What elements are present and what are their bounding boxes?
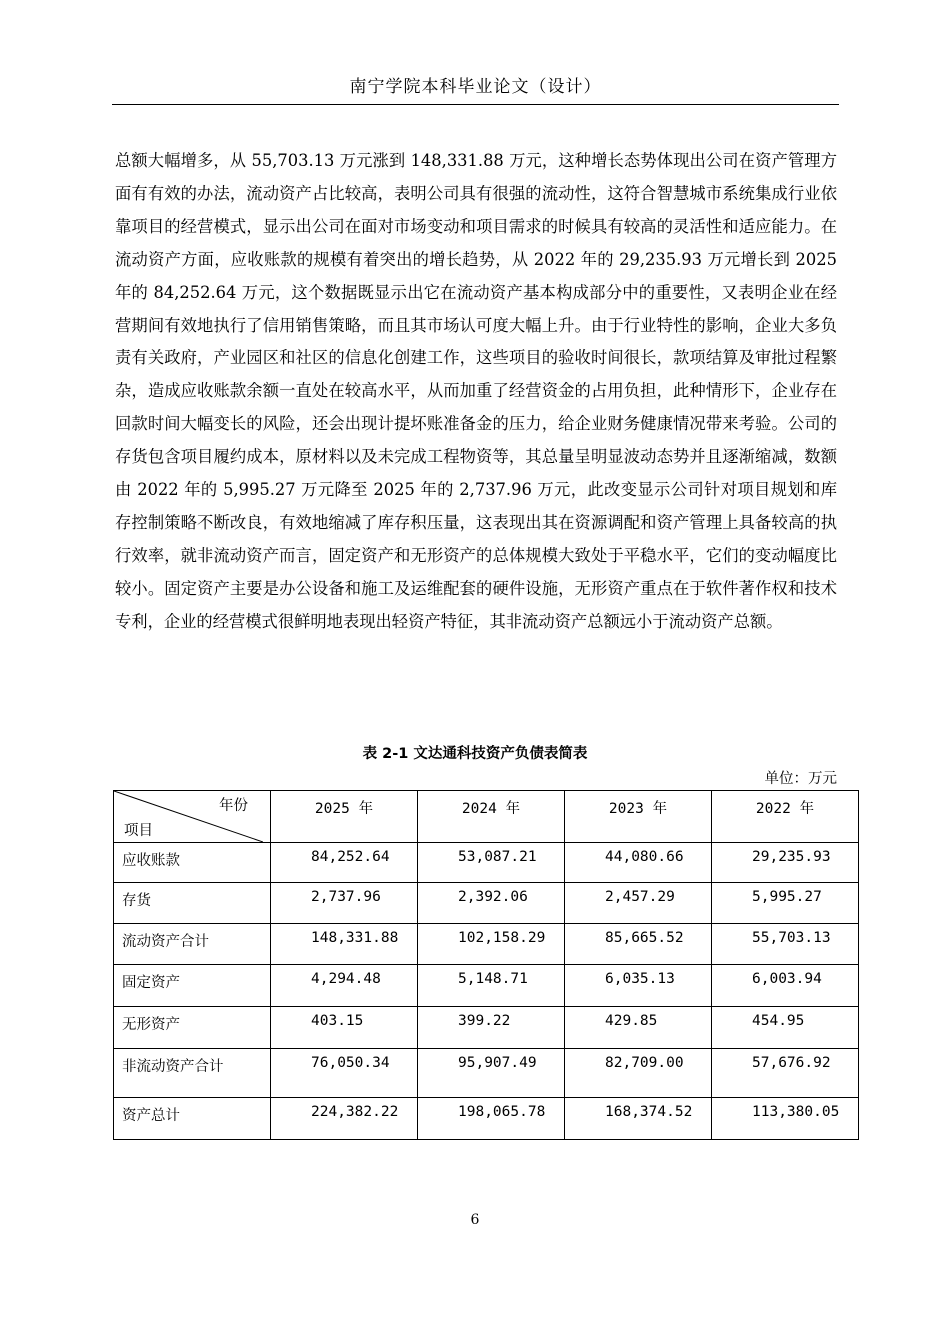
cell-value: 84,252.64 xyxy=(271,843,418,883)
cell-value: 5,995.27 xyxy=(712,883,859,924)
cell-value: 95,907.49 xyxy=(418,1049,565,1098)
cell-value: 148,331.88 xyxy=(271,924,418,965)
table-row xyxy=(114,965,859,1007)
cell-value: 4,294.48 xyxy=(271,965,418,1007)
row-label: 固定资产 xyxy=(114,965,271,1007)
diagonal-header-cell xyxy=(114,791,271,843)
balance-sheet-table xyxy=(113,790,859,1140)
year-header: 2024 年 xyxy=(418,791,565,843)
table-row xyxy=(114,1098,859,1140)
body-paragraph: 总额大幅增多，从 55,703.13 万元涨到 148,331.88 万元，这种增长态势体现出公司在资产管理方面有有效的办法，流动资产占比较高，表明公司具有很强的流动性，这符合智慧城市系统集成行业依靠项目的经营模式，显示出公司在面对市场变动和项目需求的时候具有较高的灵活性和适应能力。在流动资产方面，应收账款的规模有着突出的增长趋势，从 2022 年的 29,235.93 万元增长到 2025 年的 84,252.64 万元，这个数据既显示出它在流动资产基本构成部分中的重要性，又表明企业在经营期间有效地执行了信用销售策略，而且其市场认可度大幅上升。由于行业特性的影响，企业大多负责有关政府，产业园区和社区的信息化创建工作，这些项目的验收时间很长，款项结算及审批过程繁杂，造成应收账款余额一直处在较高水平，从而加重了经营资金的占用负担，此种情形下，企业存在回款时间大幅变长的风险，还会出现计提坏账准备金的压力，给企业财务健康情况带来考验。公司的存货包含项目履约成本，原材料以及未完成工程物资等，其总量呈明显波动态势并且逐渐缩减，数额由 2022 年的 5,995.27 万元降至 2025 年的 2,737.96 万元，此改变显示公司针对项目规划和库存控制策略不断改良，有效地缩减了库存积压量，这表现出其在资源调配和资产管理上具备较高的执行效率，就非流动资产而言，固定资产和无形资产的总体规模大致处于平稳水平，它们的变动幅度比较小。固定资产主要是办公设备和施工及运维配套的硬件设施，无形资产重点在于软件著作权和技术专利，企业的经营模式很鲜明地表现出轻资产特征，其非流动资产总额远小于流动资产总额。 xyxy=(115,151,837,631)
cell-value: 168,374.52 xyxy=(565,1098,712,1140)
cell-value: 403.15 xyxy=(271,1007,418,1049)
table-row xyxy=(114,924,859,965)
year-header: 2022 年 xyxy=(712,791,859,843)
cell-value: 2,737.96 xyxy=(271,883,418,924)
row-label: 无形资产 xyxy=(114,1007,271,1049)
cell-value: 6,035.13 xyxy=(565,965,712,1007)
table-caption: 表 2-1 文达通科技资产负债表简表 xyxy=(362,746,588,762)
corner-item-label: 项目 xyxy=(124,823,153,839)
cell-value: 53,087.21 xyxy=(418,843,565,883)
cell-value: 2,392.06 xyxy=(418,883,565,924)
cell-value: 102,158.29 xyxy=(418,924,565,965)
cell-value: 2,457.29 xyxy=(565,883,712,924)
row-label: 应收账款 xyxy=(114,843,271,883)
cell-value: 429.85 xyxy=(565,1007,712,1049)
table-row xyxy=(114,1007,859,1049)
cell-value: 85,665.52 xyxy=(565,924,712,965)
table-row xyxy=(114,843,859,883)
cell-value: 29,235.93 xyxy=(712,843,859,883)
corner-year-label: 年份 xyxy=(219,798,248,814)
cell-value: 57,676.92 xyxy=(712,1049,859,1098)
row-label: 流动资产合计 xyxy=(114,924,271,965)
cell-value: 113,380.05 xyxy=(712,1098,859,1140)
cell-value: 76,050.34 xyxy=(271,1049,418,1098)
row-label: 资产总计 xyxy=(114,1098,271,1140)
row-label: 存货 xyxy=(114,883,271,924)
row-label: 非流动资产合计 xyxy=(114,1049,271,1098)
cell-value: 55,703.13 xyxy=(712,924,859,965)
cell-value: 454.95 xyxy=(712,1007,859,1049)
cell-value: 5,148.71 xyxy=(418,965,565,1007)
table-header-row xyxy=(114,791,859,843)
cell-value: 399.22 xyxy=(418,1007,565,1049)
page-header: 南宁学院本科毕业论文（设计） xyxy=(112,70,839,105)
year-header: 2025 年 xyxy=(271,791,418,843)
table-row xyxy=(114,1049,859,1098)
year-header: 2023 年 xyxy=(565,791,712,843)
cell-value: 44,080.66 xyxy=(565,843,712,883)
cell-value: 198,065.78 xyxy=(418,1098,565,1140)
cell-value: 82,709.00 xyxy=(565,1049,712,1098)
table-row xyxy=(114,883,859,924)
cell-value: 6,003.94 xyxy=(712,965,859,1007)
cell-value: 224,382.22 xyxy=(271,1098,418,1140)
table-unit: 单位：万元 xyxy=(764,771,837,787)
page-number: 6 xyxy=(470,1212,480,1228)
